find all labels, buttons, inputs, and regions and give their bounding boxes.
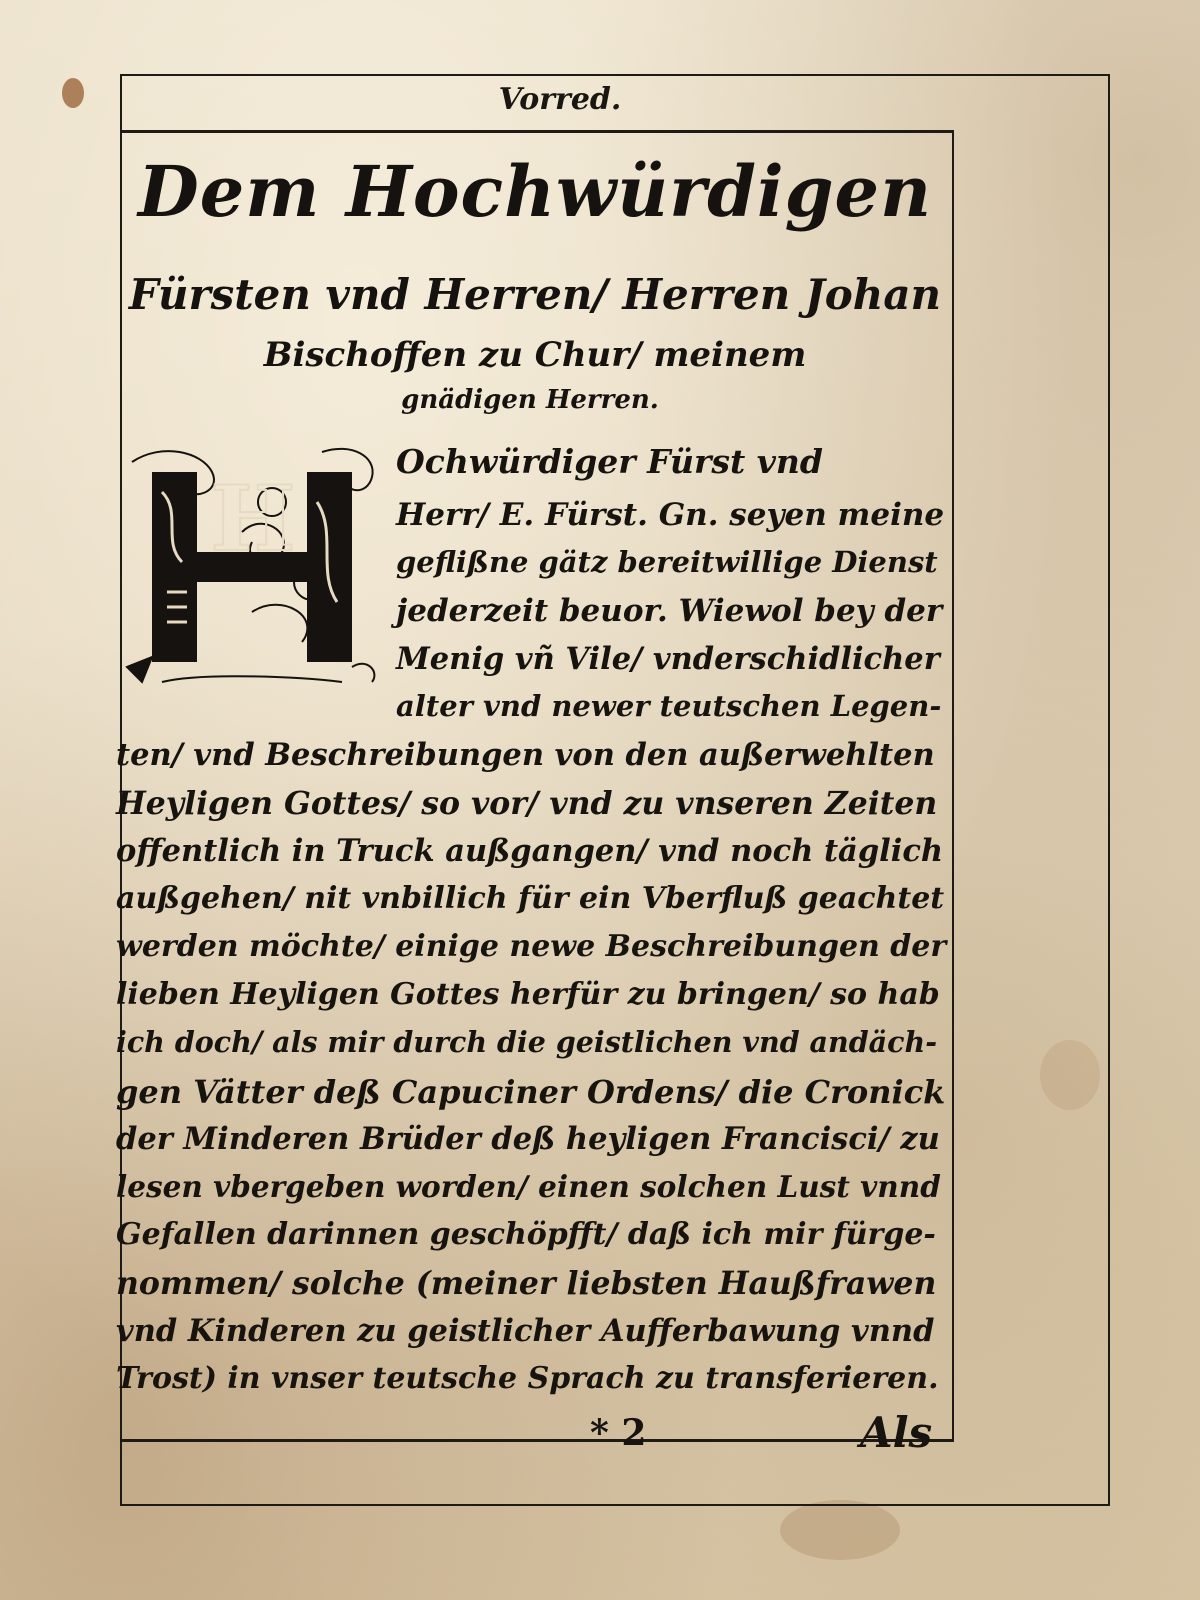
body-line: gen Vätter deß Capuciner Ordens/ die Cronick [116, 1073, 946, 1111]
body-line: Ochwürdiger Fürst vnd [396, 442, 823, 481]
decorated-initial [122, 442, 384, 688]
body-line: offentlich in Truck außgangen/ vnd noch täglich [116, 833, 944, 869]
stain [780, 1500, 900, 1560]
body-line: der Minderen Brüder deß heyligen Francisci/ zu [116, 1121, 940, 1157]
title-line-3: Bischoffen zu Chur/ meinem [263, 335, 807, 375]
body-line: nommen/ solche (meiner liebsten Haußfrawen [116, 1265, 937, 1302]
body-line: Herr/ E. Fürst. Gn. seyen meine [396, 497, 945, 533]
body-line: alter vnd newer teutschen Legen- [396, 689, 942, 723]
body-line: ten/ vnd Beschreibungen von den außerwehlten [116, 737, 935, 773]
title-line-1: Dem Hochwürdigen [138, 150, 932, 233]
body-line: jederzeit beuor. Wiewol bey der [396, 593, 943, 629]
catchword: Als [860, 1408, 933, 1457]
body-line: Gefallen darinnen geschöpfft/ daß ich mir fürge- [116, 1217, 936, 1252]
body-line: geflißne gätz bereitwillige Dienst [396, 545, 938, 579]
running-head: Vorred. [498, 82, 622, 117]
initial-letter: H [210, 466, 296, 572]
decorated-initial-icon [122, 442, 384, 688]
body-line: außgehen/ nit vnbillich für ein Vberfluß geachtet [116, 881, 945, 916]
body-line: Heyligen Gottes/ so vor/ vnd zu vnseren Zeiten [116, 785, 938, 822]
body-line: Menig vñ Vile/ vnderschidlicher [396, 641, 940, 677]
body-line: lesen vbergeben worden/ einen solchen Lust vnnd [116, 1169, 941, 1204]
body-line: Trost) in vnser teutsche Sprach zu transferieren. [116, 1361, 939, 1396]
body-line: lieben Heyligen Gottes herfür zu bringen/ so hab [116, 977, 940, 1012]
body-line: vnd Kinderen zu geistlicher Aufferbawung vnnd [116, 1313, 935, 1349]
title-line-4: gnädigen Herren. [401, 385, 659, 415]
signature-mark: * 2 [590, 1412, 647, 1454]
body-line: werden möchte/ einige newe Beschreibungen der [116, 929, 947, 964]
stain [62, 78, 84, 108]
body-line: ich doch/ als mir durch die geistlichen vnd andäch- [116, 1025, 938, 1059]
title-line-2: Fürsten vnd Herren/ Herren Johan [128, 270, 942, 319]
